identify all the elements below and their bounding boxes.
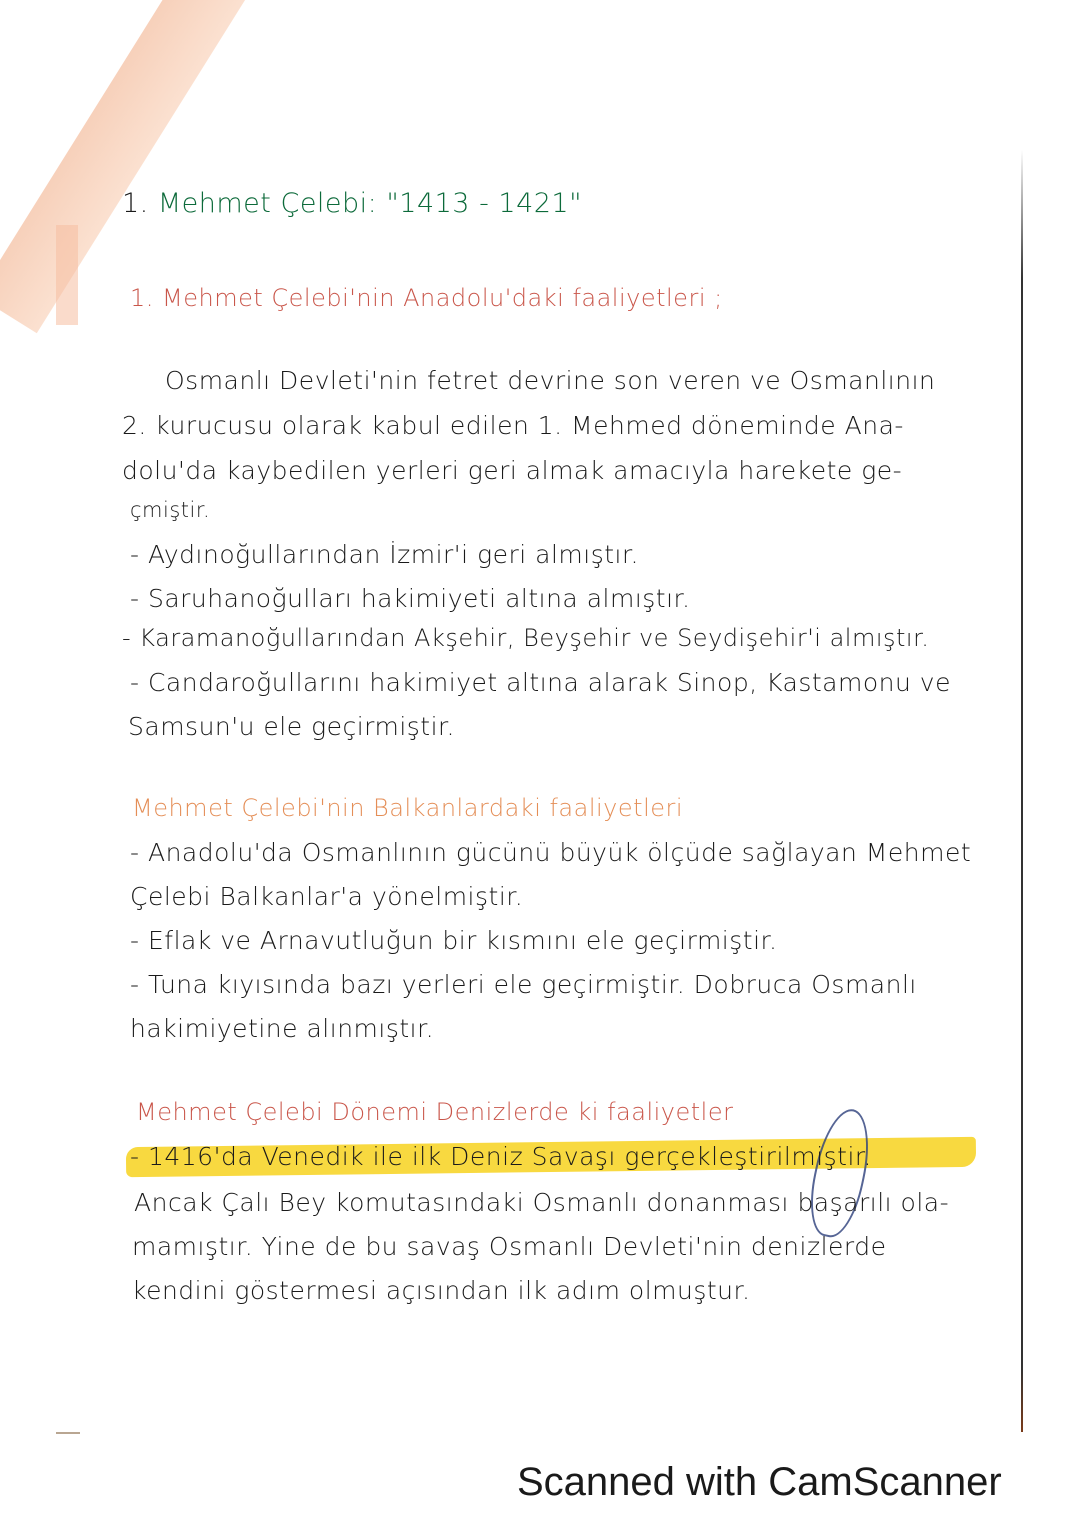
bullet-item: - Candaroğullarını hakimiyet altına alarak Sinop, Kastamonu ve	[130, 668, 951, 697]
paragraph-line: Osmanlı Devleti'nin fetret devrine son veren ve Osmanlının	[165, 366, 936, 395]
section-heading-seas: Mehmet Çelebi Dönemi Denizlerde ki faaliyetler	[136, 1098, 734, 1126]
bullet-item: - Aydınoğullarından İzmir'i geri almıştır.	[130, 540, 639, 569]
paragraph-line: dolu'da kaybedilen yerleri geri almak amacıyla harekete ge-	[122, 456, 903, 485]
margin-line	[1021, 150, 1023, 1432]
ink-scribble	[802, 1104, 878, 1242]
section-heading-balkans: Mehmet Çelebi'nin Balkanlardaki faaliyetleri	[132, 794, 684, 822]
bullet-item: - Anadolu'da Osmanlının gücünü büyük ölçüde sağlayan Mehmet	[130, 838, 972, 867]
paragraph-line: çmiştir.	[130, 498, 211, 522]
paragraph-line: Ancak Çalı Bey komutasındaki Osmanlı donanması başarılı ola-	[134, 1188, 950, 1217]
title-number: 1.	[122, 188, 149, 219]
page-title	[122, 188, 582, 219]
bullet-continuation: Çelebi Balkanlar'a yönelmiştir.	[130, 882, 524, 911]
corner-mark	[56, 1432, 80, 1434]
section-heading-anatolia: 1. Mehmet Çelebi'nin Anadolu'daki faaliyetleri ;	[130, 284, 723, 312]
paragraph-line: kendini göstermesi açısından ilk adım olmuştur.	[132, 1276, 751, 1305]
bullet-item: - Eflak ve Arnavutluğun bir kısmını ele geçirmiştir.	[130, 926, 778, 955]
scan-edge-strip	[56, 225, 78, 325]
bullet-item: - Tuna kıyısında bazı yerleri ele geçirmiştir. Dobruca Osmanlı	[130, 970, 917, 999]
bullet-item: - Karamanoğullarından Akşehir, Beyşehir ve Seydişehir'i almıştır.	[122, 624, 930, 652]
bullet-item: - Saruhanoğulları hakimiyeti altına almıştır.	[130, 584, 691, 613]
bullet-continuation: Samsun'u ele geçirmiştir.	[128, 712, 455, 741]
paragraph-line: 2. kurucusu olarak kabul edilen 1. Mehmed döneminde Ana-	[122, 411, 904, 440]
camscanner-watermark: Scanned with CamScanner	[517, 1460, 1002, 1504]
highlighted-line: - 1416'da Venedik ile ilk Deniz Savaşı gerçekleştirilmiştir.	[130, 1142, 872, 1171]
paragraph-line: mamıştır. Yine de bu savaş Osmanlı Devleti'nin denizlerde	[132, 1232, 887, 1261]
bullet-continuation: hakimiyetine alınmıştır.	[130, 1014, 435, 1043]
title-text: Mehmet Çelebi: "1413 - 1421"	[157, 188, 583, 219]
